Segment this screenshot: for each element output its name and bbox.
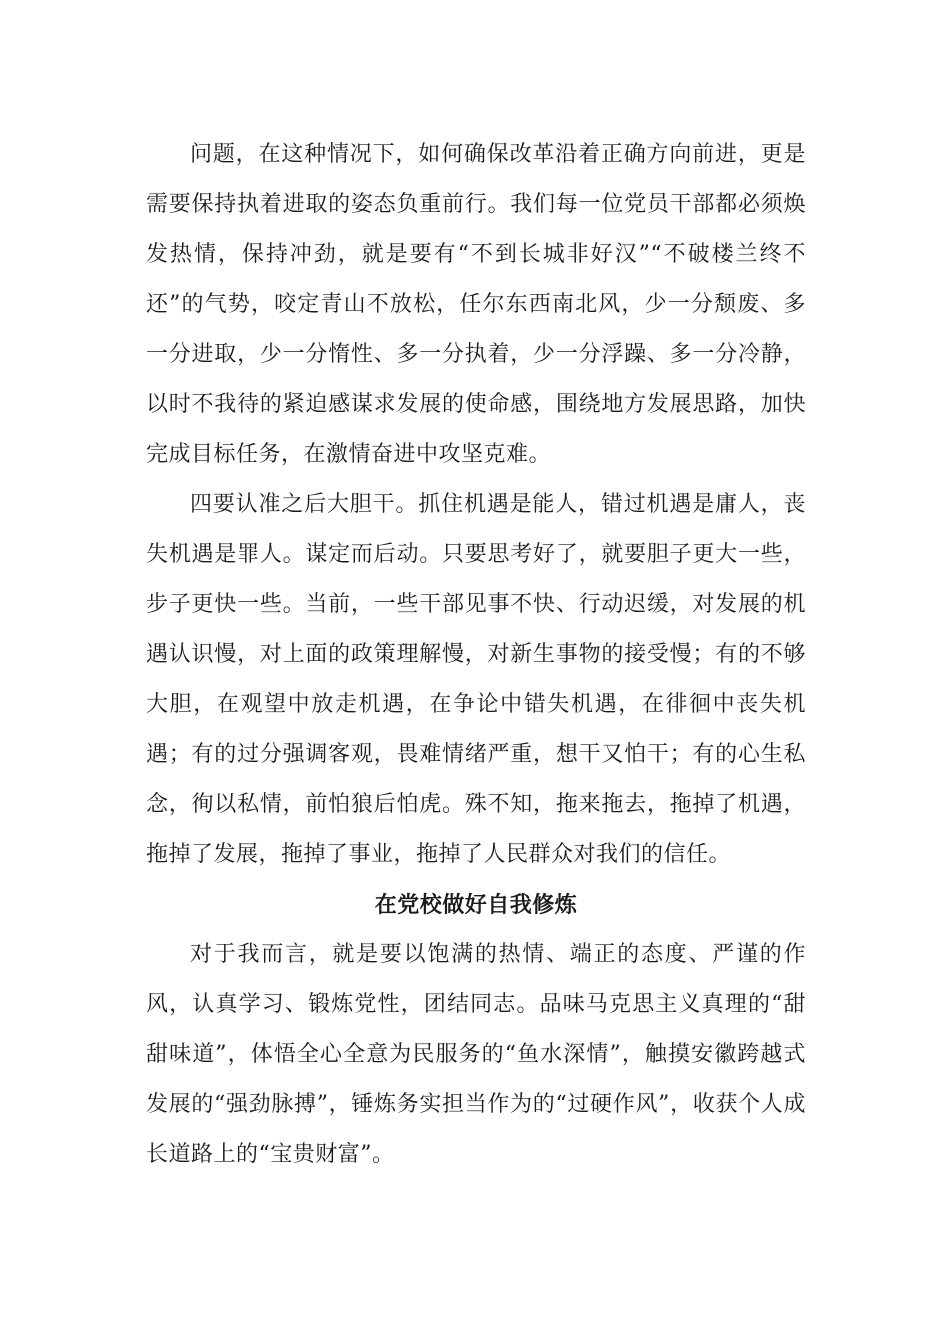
document-body	[146, 130, 806, 1180]
paragraph-3: 对于我而言，就是要以饱满的热情、端正的态度、严谨的作风，认真学习、锻炼党性，团结同志。品味马克思主义真理的“甜甜味道”，体悟全心全意为民服务的“鱼水深情”，触摸安徽跨越式发展的“强劲脉搏”，锤炼务实担当作为的“过硬作风”，收获个人成长道路上的“宝贵财富”。	[146, 942, 806, 1167]
paragraph-2: 四要认准之后大胆干。抓住机遇是能人，错过机遇是庸人，丧失机遇是罪人。谋定而后动。只要思考好了，就要胆子更大一些，步子更快一些。当前，一些干部见事不快、行动迟缓，对发展的机遇认识慢，对上面的政策理解慢，对新生事物的接受慢；有的不够大胆，在观望中放走机遇，在争论中错失机遇，在徘徊中丧失机遇；有的过分强调客观，畏难情绪严重，想干又怕干；有的心生私念，徇以私情，前怕狼后怕虎。殊不知，拖来拖去，拖掉了机遇，拖掉了发展，拖掉了事业，拖掉了人民群众对我们的信任。	[146, 492, 806, 867]
paragraph-1: 问题，在这种情况下，如何确保改革沿着正确方向前进，更是需要保持执着进取的姿态负重前行。我们每一位党员干部都必须焕发热情，保持冲劲，就是要有“不到长城非好汉”“不破楼兰终不还”的气势，咬定青山不放松，任尔东西南北风，少一分颓废、多一分进取，少一分惰性、多一分执着，少一分浮躁、多一分冷静，以时不我待的紧迫感谋求发展的使命感，围绕地方发展思路，加快完成目标任务，在激情奋进中攻坚克难。	[146, 142, 806, 467]
section-heading: 在党校做好自我修炼	[374, 892, 578, 918]
